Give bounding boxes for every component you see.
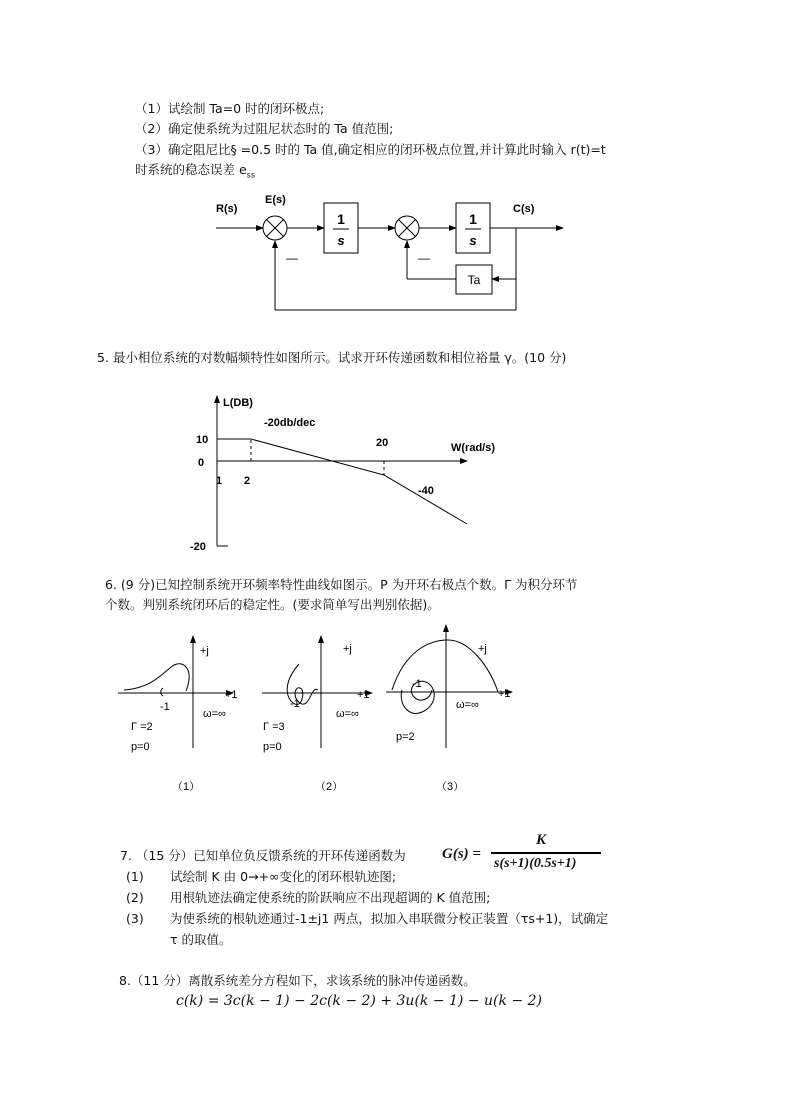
q8-equation: c(k) = 3c(k − 1) − 2c(k − 2) + 3u(k − 1) − u(k − 2) (176, 993, 542, 1009)
plot3-caption: （3） (436, 781, 465, 793)
error-label: E(s) (265, 194, 286, 206)
ta-label: Ta (467, 273, 481, 287)
q7-item-2-number: (2) (126, 890, 144, 905)
plot1-p: p=0 (131, 741, 150, 753)
x-tick-1: 1 (216, 475, 223, 487)
plot1-gamma: Γ =2 (131, 721, 153, 733)
plot3-one-label: +1 (498, 688, 511, 700)
tf-denominator: s(s+1)(0.5s+1) (494, 856, 577, 871)
q7-intro: 7. （15 分）已知单位负反馈系统的开环传递函数为 (120, 848, 406, 863)
y-tick-0: 0 (198, 457, 205, 469)
block2-numerator: 1 (469, 211, 477, 227)
nyquist-plot-2 (262, 636, 372, 793)
tf-fraction-bar (491, 852, 601, 854)
minus-sign-1: — (286, 251, 298, 265)
plot2-gamma: Γ =3 (263, 721, 285, 733)
plot2-caption: （2） (315, 781, 344, 793)
output-label: C(s) (513, 203, 535, 215)
q5-text: 5. 最小相位系统的对数幅频特性如图所示。试求开环传递函数和相位裕量 γ。(10 分) (97, 350, 567, 365)
x-tick-2: 2 (244, 475, 251, 487)
q4-line-3: （3）确定阻尼比§ =0.5 时的 Ta 值,确定相应的闭环极点位置,并计算此时输入 r(t)=t (135, 142, 606, 157)
tf-lhs: G(s) = (442, 846, 481, 862)
plot1-one-label: +1 (225, 689, 238, 701)
q4-line-1: （1）试绘制 Ta=0 时的闭环极点; (135, 101, 325, 116)
q7-item-3-text: 为使系统的根轨迹通过-1±j1 两点，拟加入串联微分校正装置（τs+1)，试确定 (170, 911, 609, 926)
y-axis-label: L(DB) (223, 397, 253, 409)
q4-line-2: （2）确定使系统为过阻尼状态时的 Ta 值范围; (135, 121, 394, 136)
minus-sign-2: — (418, 251, 430, 265)
plot3-j-label: +j (478, 643, 487, 655)
nyquist-plot-3 (386, 625, 512, 793)
tf-numerator: K (536, 832, 547, 848)
plot2-minus-one: -1 (290, 698, 300, 710)
plot2-one-label: +1 (357, 689, 370, 701)
plot3-minus-one: -1 (412, 678, 422, 690)
plot1-omega: ω=∞ (203, 708, 226, 720)
block1-numerator: 1 (337, 211, 345, 227)
plot2-j-label: +j (343, 643, 352, 655)
q7-item-3-number: (3) (126, 911, 144, 926)
plot3-p: p=2 (396, 731, 415, 743)
q8-text: 8.（11 分）离散系统差分方程如下，求该系统的脉冲传递函数。 (119, 973, 476, 988)
plot1-caption: （1） (172, 781, 201, 793)
block1-denominator: s (337, 233, 345, 248)
input-label: R(s) (216, 203, 238, 215)
q7-item-1-number: (1) (126, 869, 144, 884)
y-tick-10: 10 (196, 434, 209, 446)
q7-tail: τ 的取值。 (170, 932, 232, 947)
plot2-p: p=0 (263, 741, 282, 753)
plot1-minus-one: -1 (160, 701, 170, 713)
nyquist-plot-1 (118, 636, 238, 793)
plot3-omega: ω=∞ (456, 699, 479, 711)
plot2-omega: ω=∞ (336, 708, 359, 720)
q6-line-1: 6. (9 分)已知控制系统开环频率特性曲线如图示。P 为开环右极点个数。Γ 为积分环节 (105, 577, 578, 592)
x-tick-20: 20 (376, 437, 389, 449)
q7-item-2-text: 用根轨迹法确定使系统的阶跃响应不出现超调的 K 值范围; (170, 890, 491, 905)
x-axis-label: W(rad/s) (451, 442, 495, 454)
block2-denominator: s (469, 233, 477, 248)
y-tick-minus20: -20 (190, 541, 206, 553)
slope-label-2: -40 (418, 485, 434, 497)
plot1-j-label: +j (200, 645, 209, 657)
q7-item-1-text: 试绘制 K 由 0→+∞变化的闭环根轨迹图; (170, 869, 397, 884)
q6-line-2: 个数。判别系统闭环后的稳定性。(要求简单写出判别依据)。 (105, 597, 440, 612)
q4-line-4: 时系统的稳态误差 $e_{ss}$ (135, 162, 256, 180)
slope-label-1: -20db/dec (264, 417, 316, 429)
